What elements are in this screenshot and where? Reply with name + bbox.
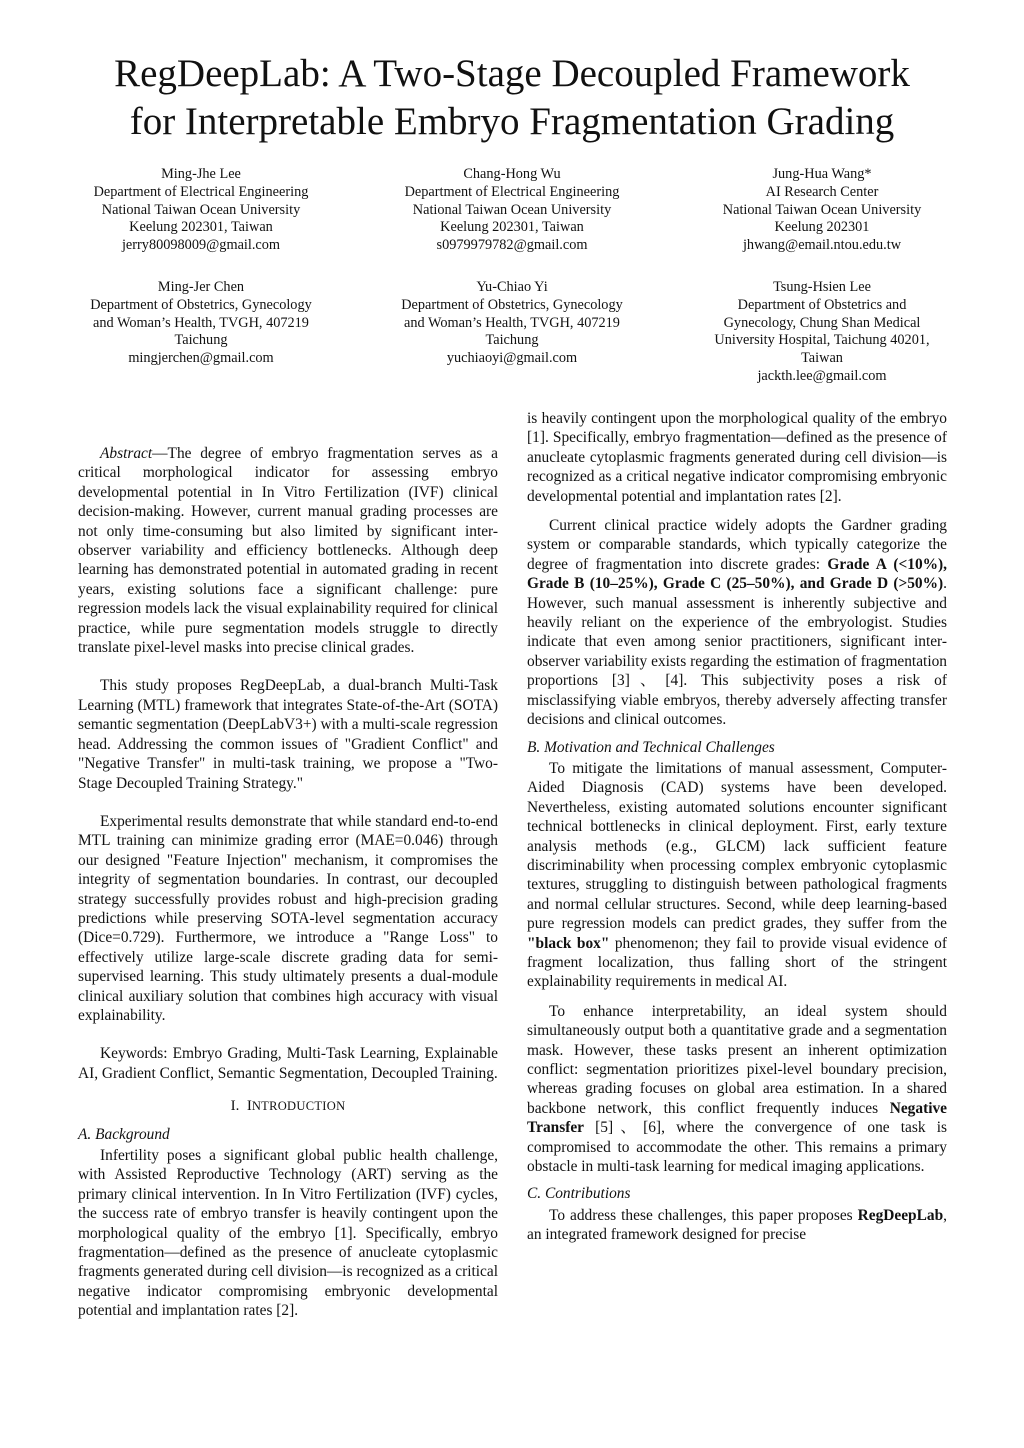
author-affiliation: AI Research Center <box>765 183 879 200</box>
title-line-1: RegDeepLab: A Two-Stage Decoupled Framework <box>114 52 910 95</box>
author-name: Yu-Chiao Yi <box>476 279 548 295</box>
grade-definitions: Grade A (<10%), Grade B (10–25%), Grade C (25–50%), and Grade D (>50%) <box>527 555 948 593</box>
author-block <box>71 166 331 255</box>
subsection-heading-contributions: C. Contributions <box>527 1185 631 1203</box>
author-name: Chang-Hong Wu <box>463 166 561 182</box>
subsection-heading-motivation: B. Motivation and Technical Challenges <box>527 738 775 756</box>
author-affiliation: National Taiwan Ocean University <box>412 201 612 218</box>
author-affiliation: Department of Obstetrics, Gynecology <box>90 296 312 313</box>
author-affiliation: National Taiwan Ocean University <box>101 201 301 218</box>
author-affiliation: and Woman’s Health, TVGH, 407219 <box>93 314 309 331</box>
body-paragraph-continued: is heavily contingent upon the morphological quality of the embryo [1]. Specifically, embryo fragmentation—defined as the presence of anucleate cytoplasmic fragments generated during cell division—is recognized as a critical negative indicator compromising embryonic developmental potential and implantation rates [2]. <box>527 410 947 505</box>
abstract-label: Abstract <box>100 445 153 462</box>
body-paragraph: Current clinical practice widely adopts the Gardner grading system or comparable standards, which typically categorize the degree of fragmentation into discrete grades: Grade A (<10%), Grade B (10–25%), Grade C (25–50%), and Grade D (>50%). However, such manual assessment is inherently subjective and heavily reliant on the experience of the embryologist. Studies indicate that even among senior practitioners, significant inter-observer variability exists regarding the estimation of fragmentation proportions [3]、[4]. This subjectivity poses a risk of misclassifying viable embryos, thereby adversely affecting transfer decisions and clinical outcomes. <box>527 517 948 729</box>
author-address: Keelung 202301, Taiwan <box>129 219 273 236</box>
framework-name: RegDeepLab <box>857 1206 944 1224</box>
left-column <box>78 444 498 1321</box>
author-name: Ming-Jer Chen <box>157 279 245 295</box>
author-address: University Hospital, Taichung 40201, <box>714 332 930 349</box>
body-paragraph: To mitigate the limitations of manual assessment, Computer-Aided Diagnosis (CAD) systems have been developed. Nevertheless, existing automated solutions encounter significant technical bottlenecks in clinical deployment. First, early texture analysis methods (e.g., GLCM) lack sufficient feature discriminability when processing complex embryonic cytoplasmic textures, struggling to distinguish between pathological fragments and normal cellular structures. Second, while deep learning-based pure regression models can predict grades, they suffer from the "black box" phenomenon; they fail to provide visual evidence of fragment localization, thus falling short of the stringent explainability requirements in medical AI. <box>527 759 947 991</box>
section-heading-introduction: I. INTRODUCTION <box>230 1098 346 1115</box>
author-email: jerry80098009@gmail.com <box>121 237 281 254</box>
author-name: Ming-Jhe Lee <box>161 166 241 182</box>
author-name: Jung-Hua Wang* <box>772 166 872 182</box>
body-paragraph: To address these challenges, this paper proposes RegDeepLab, an integrated framework designed for precise <box>527 1206 947 1244</box>
title-line-2: for Interpretable Embryo Fragmentation Grading <box>129 100 895 143</box>
author-block <box>71 279 331 368</box>
author-affiliation: National Taiwan Ocean University <box>722 201 922 218</box>
author-address: Taichung <box>485 332 539 349</box>
author-block <box>692 279 952 386</box>
author-affiliation: Department of Electrical Engineering <box>93 183 309 200</box>
abstract-paragraph: Abstract—The degree of embryo fragmentation serves as a critical morphological indicator for assessing embryo developmental potential in In Vitro Fertilization (IVF) clinical decision-making. However, current manual grading processes are not only time-consuming but also limited by significant inter-observer variability and efficiency bottlenecks. Although deep learning has demonstrated potential in automated grading in recent years, existing solutions face a significant challenge: pure regression models lack the visual explainability required for clinical practice, while pure segmentation models struggle to directly translate pixel-level masks into precise clinical grades. <box>78 445 498 657</box>
right-column <box>527 409 947 1245</box>
body-paragraph: To enhance interpretability, an ideal system should simultaneously output both a quantitative grade and a segmentation mask. However, these tasks present an inherent optimization conflict: segmentation prioritizes pixel-level boundary precision, whereas grading focuses on global area estimation. In a shared backbone network, this conflict frequently induces Negative Transfer [5]、[6], where the convergence of one task is compromised to accommodate the other. This remains a primary obstacle in multi-task learning for medical imaging applications. <box>527 1002 947 1176</box>
author-email: jhwang@email.ntou.edu.tw <box>742 237 902 254</box>
author-email: mingjerchen@gmail.com <box>128 350 274 367</box>
author-affiliation: Department of Obstetrics, Gynecology <box>401 296 623 313</box>
abstract-paragraph: Experimental results demonstrate that while standard end-to-end MTL training can minimize grading error (MAE=0.046) through our designed "Feature Injection" mechanism, it compromises the integrity of segmentation boundaries. In contrast, our decoupled strategy successfully provides robust and high-precision grading predictions while preserving SOTA-level segmentation accuracy (Dice=0.729). Furthermore, we introduce a "Range Loss" to effectively utilize large-scale discrete grading data for semi-supervised learning. This study ultimately presents a dual-module clinical auxiliary solution that combines high accuracy with visual explainability. <box>78 812 498 1024</box>
author-affiliation: Department of Electrical Engineering <box>404 183 620 200</box>
author-email: yuchiaoyi@gmail.com <box>446 350 578 367</box>
abstract-paragraph: This study proposes RegDeepLab, a dual-branch Multi-Task Learning (MTL) framework that integrates State-of-the-Art (SOTA) semantic segmentation (DeepLabV3+) with a multi-scale regression head. Addressing the common issues of "Gradient Conflict" and "Negative Transfer" in multi-task training, we propose a "Two-Stage Decoupled Training Strategy." <box>78 677 498 792</box>
keywords: Keywords: Embryo Grading, Multi-Task Learning, Explainable AI, Gradient Conflict, Semantic Segmentation, Decoupled Training. <box>78 1045 498 1082</box>
author-affiliation: Gynecology, Chung Shan Medical <box>723 314 921 331</box>
author-name: Tsung-Hsien Lee <box>773 279 871 295</box>
author-affiliation: and Woman’s Health, TVGH, 407219 <box>404 314 620 331</box>
author-email: s0979979782@gmail.com <box>436 237 588 254</box>
paper-title <box>40 50 984 146</box>
author-address: Keelung 202301 <box>774 219 870 236</box>
author-block <box>382 279 642 368</box>
body-paragraph: Infertility poses a significant global public health challenge, with Assisted Reproductive Technology (ART) serving as the primary clinical intervention. In In Vitro Fertilization (IVF) cycles, the success rate of embryo transfer is heavily contingent upon the morphological quality of the embryo [1]. Specifically, embryo fragmentation—defined as the presence of anucleate cytoplasmic fragments generated during cell division—is recognized as a critical negative indicator compromising embryonic developmental potential and implantation rates [2]. <box>78 1147 498 1320</box>
author-block <box>382 166 642 255</box>
author-email: jackth.lee@gmail.com <box>757 367 887 384</box>
author-block <box>692 166 952 255</box>
black-box-term: "black box" <box>527 934 610 952</box>
negative-transfer-term: Negative Transfer <box>527 1099 947 1137</box>
subsection-heading-background: A. Background <box>78 1125 170 1143</box>
author-affiliation: Department of Obstetrics and <box>737 296 907 313</box>
author-address: Taiwan <box>801 350 843 367</box>
author-address: Keelung 202301, Taiwan <box>440 219 584 236</box>
author-address: Taichung <box>174 332 228 349</box>
